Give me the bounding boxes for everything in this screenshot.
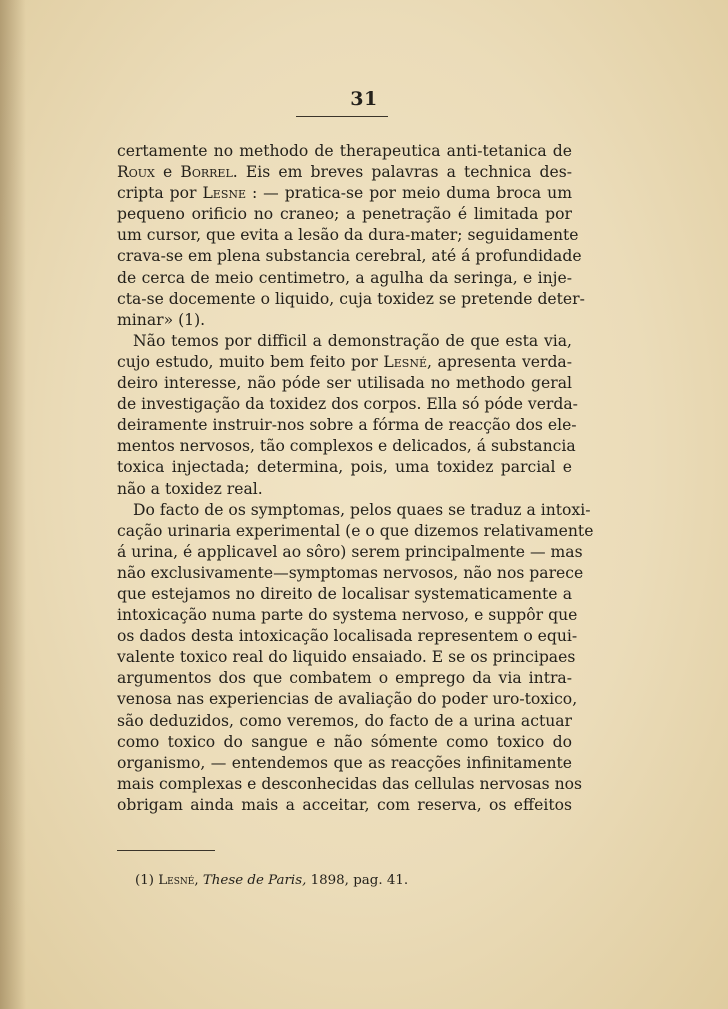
page-number: 31: [350, 88, 378, 110]
text-run: toxica injectada; determina, pois, uma toxidez parcial e: [117, 458, 572, 477]
text-line: [117, 668, 572, 689]
text-run: Do facto de os symptomas, pelos quaes se traduz a intoxi-: [133, 500, 591, 519]
footnote-citation: 1898, pag. 41.: [306, 873, 409, 888]
text-line: [117, 162, 572, 183]
text-line: [117, 415, 577, 436]
text-run: que estejamos no direito de localisar systematicamente a: [117, 584, 572, 603]
text-line: [117, 225, 579, 246]
page-gutter-shadow: [0, 0, 26, 1009]
text-line: [117, 479, 572, 500]
text-run: e: [154, 163, 181, 182]
footnote: [135, 873, 408, 888]
text-run: valente toxico real do liquido ensaiado. E se os principaes: [117, 648, 576, 667]
text-run: não a toxidez real.: [117, 479, 263, 498]
text-line: [117, 521, 594, 542]
text-run: pequeno orificio no craneo; a penetração é limitada por: [117, 205, 572, 224]
text-line: [117, 457, 572, 478]
text-run: mentos nervosos, tão complexos e delicados, á substancia: [117, 437, 576, 456]
text-line: [117, 542, 583, 563]
text-run: um cursor, que evita a lesão da dura-mater; seguidamente: [117, 226, 579, 245]
footnote-author: Lesné: [158, 873, 195, 888]
text-run: cujo estudo, muito bem feito por: [117, 352, 384, 371]
header-rule: [296, 116, 388, 117]
text-run: Não temos por difficil a demonstração de que esta via,: [133, 331, 572, 350]
text-line: [117, 500, 591, 521]
text-run: argumentos dos que combatem o emprego da via intra-: [117, 669, 572, 688]
author-name: Borrel: [180, 163, 233, 182]
text-line: [117, 204, 572, 225]
text-run: intoxicação numa parte do systema nervoso, e suppôr que: [117, 606, 578, 625]
text-run: obrigam ainda mais a acceitar, com reserva, os effeitos: [117, 795, 572, 814]
text-line: [117, 732, 572, 753]
text-line: [117, 795, 572, 816]
text-run: são deduzidos, como veremos, do facto de a urina actuar: [117, 711, 572, 730]
text-line: [117, 352, 572, 373]
text-run: venosa nas experiencias de avaliação do poder uro-toxico,: [117, 690, 578, 709]
body-text: [117, 141, 594, 816]
text-line: [117, 310, 572, 331]
text-line: [117, 394, 578, 415]
text-run: como toxico do sangue e não sómente como toxico do: [117, 732, 572, 751]
text-line: [117, 141, 572, 162]
text-run: cta-se docemente o liquido, cuja toxidez se pretende deter-: [117, 289, 585, 308]
text-line: [117, 563, 584, 584]
text-line: [117, 774, 583, 795]
text-run: deiro interesse, não póde ser utilisada no methodo geral: [117, 374, 572, 393]
text-run: deiramente instruir-nos sobre a fórma de reacção dos ele-: [117, 416, 577, 435]
text-run: á urina, é applicavel ao sôro) serem principalmente — mas: [117, 542, 583, 561]
text-line: [117, 584, 572, 605]
text-line: [117, 331, 572, 352]
text-run: de investigação da toxidez dos corpos. Ella só póde verda-: [117, 395, 578, 414]
text-line: [117, 373, 572, 394]
text-line: [117, 753, 572, 774]
author-name: Lesné: [383, 352, 427, 371]
text-line: [117, 246, 582, 267]
text-run: crava-se em plena substancia cerebral, até á profundidade: [117, 247, 582, 266]
text-run: : — pratica-se por meio duma broca um: [246, 184, 572, 203]
text-line: [117, 626, 578, 647]
footnote-comma: ,: [194, 873, 199, 888]
footnote-title: These de Paris,: [202, 873, 307, 888]
text-run: mais complexas e desconhecidas das cellulas nervosas nos: [117, 774, 583, 793]
text-run: de cerca de meio centimetro, a agulha da seringa, e inje-: [117, 268, 572, 287]
text-line: [117, 268, 572, 289]
text-run: os dados desta intoxicação localisada representem o equi-: [117, 627, 578, 646]
text-run: certamente no methodo de therapeutica anti-tetanica de: [117, 142, 572, 160]
footnote-marker: (1): [135, 873, 154, 888]
text-line: [117, 289, 585, 310]
text-run: cação urinaria experimental (e o que dizemos relativamente: [117, 521, 594, 540]
text-run: organismo, — entendemos que as reacções infinitamente: [117, 753, 572, 772]
author-name: Lesne: [202, 184, 247, 203]
text-line: [117, 689, 578, 710]
text-line: [117, 711, 572, 732]
text-line: [117, 436, 576, 457]
text-line: [117, 647, 576, 668]
text-run: cripta por: [117, 184, 203, 203]
text-line: [117, 605, 578, 626]
text-run: minar» (1).: [117, 310, 206, 329]
text-run: não exclusivamente—symptomas nervosos, não nos parece: [117, 563, 584, 582]
text-run: , apresenta verda-: [427, 352, 572, 371]
text-line: [117, 183, 572, 204]
footnote-rule: [117, 850, 215, 851]
author-name: Roux: [117, 163, 155, 182]
text-run: . Eis em breves palavras a technica des-: [232, 163, 572, 182]
